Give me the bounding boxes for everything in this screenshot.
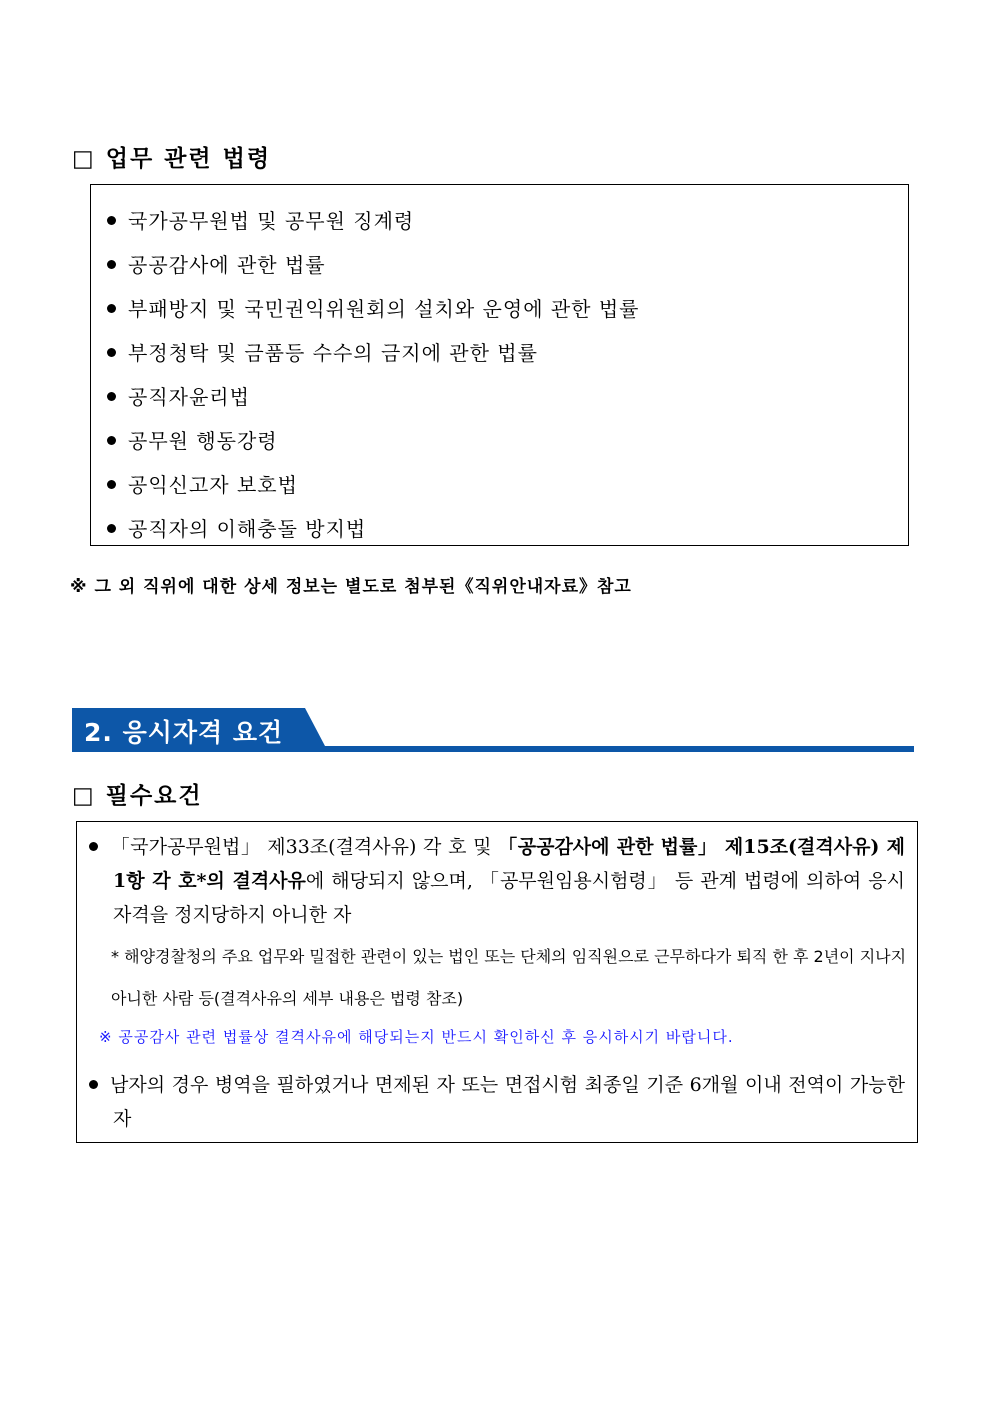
heading-text: 업무 관련 법령	[105, 146, 272, 172]
bullet-icon	[89, 1080, 98, 1089]
bullet-icon	[89, 842, 98, 851]
section-title: 2. 응시자격 요건	[84, 718, 284, 747]
section-heading-laws	[72, 140, 271, 173]
requirements-box	[76, 821, 918, 1143]
bullet-icon	[107, 436, 116, 445]
bullet-icon	[107, 260, 116, 269]
bullet-icon	[107, 216, 116, 225]
list-item: 공익신고자 보호법	[107, 463, 640, 507]
list-item: 부정청탁 및 금품등 수수의 금지에 관한 법률	[107, 331, 640, 375]
list-item: 국가공무원법 및 공무원 징계령	[107, 199, 640, 243]
bullet-icon	[107, 524, 116, 533]
requirement-footnote: * 해양경찰청의 주요 업무와 밀접한 관련이 있는 법인 또는 단체의 임직원으로 근무하다가 퇴직 한 후 2년이 지나지 아니한 사람 등(결격사유의 세부 내용은 법령 참조)	[111, 947, 907, 1008]
list-item: 공무원 행동강령	[107, 419, 640, 463]
checkbox-square-icon: □	[72, 146, 96, 172]
list-item: 공직자의 이해충돌 방지법	[107, 507, 640, 551]
laws-box	[90, 184, 909, 546]
section-title-bar	[72, 708, 914, 753]
bullet-icon	[107, 348, 116, 357]
section-heading-requirements	[72, 777, 203, 810]
list-item: 부패방지 및 국민권익위원회의 설치와 운영에 관한 법률	[107, 287, 640, 331]
caution-note: ※ 공공감사 관련 법률상 결격사유에 해당되는지 반드시 확인하신 후 응시하시기 바랍니다.	[99, 1028, 734, 1046]
reference-note: ※ 그 외 직위에 대한 상세 정보는 별도로 첨부된《직위안내자료》참고	[70, 577, 632, 597]
laws-list	[107, 199, 640, 551]
heading-text: 필수요건	[105, 783, 203, 809]
bullet-icon	[107, 304, 116, 313]
requirement-item: 남자의 경우 병역을 필하였거나 면제된 자 또는 면접시험 최종일 기준 6개월 이내 전역이 가능한 자	[89, 1068, 905, 1136]
bullet-icon	[107, 480, 116, 489]
checkbox-square-icon: □	[72, 783, 96, 809]
list-item: 공공감사에 관한 법률	[107, 243, 640, 287]
bullet-icon	[107, 392, 116, 401]
requirement-item: 「국가공무원법」 제33조(결격사유) 각 호 및 「공공감사에 관한 법률」 제15조(결격사유) 제1항 각 호*의 결격사유에 해당되지 않으며, 「공무원임용시험령」 등 관계 법령에 의하여 응시자격을 정지당하지 아니한 자	[89, 830, 905, 932]
list-item: 공직자윤리법	[107, 375, 640, 419]
